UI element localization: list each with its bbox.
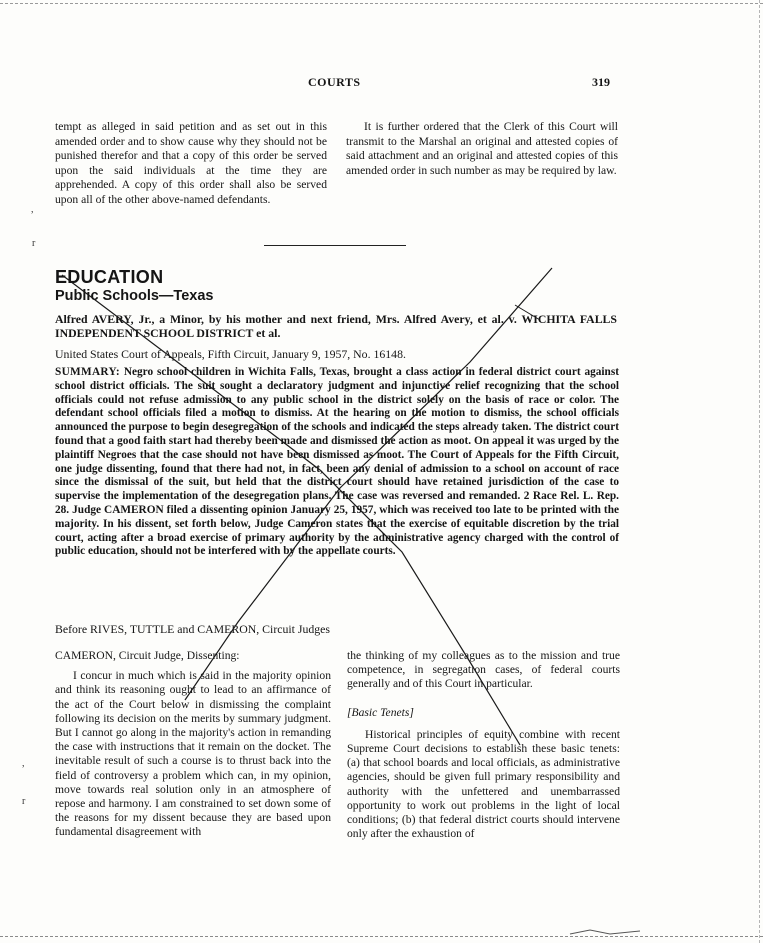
case-summary bbox=[55, 366, 619, 559]
dissent-lead: CAMERON, Circuit Judge, Dissenting: bbox=[55, 649, 240, 662]
basic-tenets-paragraph: Historical principles of equity combine with recent Supreme Court decisions to establish these basic tenets: (a) that school boards and local officials, as administrative agencies, should be given full primary responsibility and authority with the unfettered and unembarrassed opportunity to work out problems in the light of local conditions; (b) that federal district courts should intervene only after the exhaustion of bbox=[347, 727, 620, 841]
bench-line: Before RIVES, TUTTLE and CAMERON, Circuit Judges bbox=[55, 622, 331, 636]
smudge-mark bbox=[570, 930, 640, 934]
running-head-title: COURTS bbox=[308, 75, 361, 89]
sub-heading: Public Schools—Texas bbox=[55, 288, 214, 304]
section-heading: EDUCATION bbox=[55, 267, 164, 287]
top-left-paragraph: tempt as alleged in said petition and as set out in this amended order and to show cause why they should not be punished therefor and that a copy of this order be served upon the said individuals at the time they are apprehended. A copy of this order shall also be served upon all of the other above-named defendants. bbox=[55, 120, 327, 206]
court-citation: United States Court of Appeals, Fifth Circuit, January 9, 1957, No. 16148. bbox=[55, 347, 406, 361]
top-right-paragraph: It is further ordered that the Clerk of this Court will transmit to the Marshal an original and attested copies of said attachment and an original and attested copies of this amended order in such number as may be required by law. bbox=[346, 120, 618, 177]
margin-mark: , bbox=[22, 758, 25, 769]
dissent-continuation: the thinking of my colleagues as to the mission and true competence, in segregation cases, of federal courts generally and of this Court in particular. bbox=[347, 649, 620, 691]
margin-mark: r bbox=[32, 238, 36, 249]
basic-tenets-heading: [Basic Tenets] bbox=[347, 705, 414, 719]
margin-mark: , bbox=[31, 204, 34, 215]
dissent-left-column bbox=[55, 649, 331, 840]
section-divider bbox=[264, 245, 406, 246]
top-left-column bbox=[55, 120, 327, 208]
top-right-column bbox=[346, 120, 618, 178]
summary-label: SUMMARY: bbox=[55, 366, 120, 378]
summary-text: Negro school children in Wichita Falls, Texas, brought a class action in federal district court against school district officials. The suit sought a declaratory judgment and injunctive relief recognizing that the school officials could not refuse admission to any public school in the district solely on the basis of race or color. The defendant school officials filed a motion to dismiss. At the hearing on the motion to dismiss, the school officials announced the purpose to begin desegregation of the schools and indicated the steps already taken. The district court found that a good faith start had thereby been made and dismissed the action as moot. On appeal it was urged by the plaintiff Negroes that the case should not have been dismissed as moot. The Court of Appeals for the Fifth Circuit, one judge dissenting, found that there had not, in fact, been any denial of admission to a school on account of race since the dismissal of the suit, but held that the district court should have retained jurisdiction of the case to supervise the implementation of the desegregation plans. The case was reversed and remanded. 2 Race Rel. L. Rep. 28. Judge CAMERON filed a dissenting opinion January 25, 1957, which was received too late to be printed with the majority. In his dissent, set forth below, Judge Cameron states that the exercise of equitable discretion by the trial court, acting after a broad exercise of primary authority by the administrative agency charged with the control of public education, should not be interfered with by the appellate courts. bbox=[55, 366, 619, 558]
page-number: 319 bbox=[592, 75, 610, 89]
scan-border-top bbox=[0, 3, 763, 4]
dissent-paragraph: I concur in much which is said in the majority opinion and think its reasoning ought to lead to an affirmance of the act of the Court below in dismissing the complaint following its decision on the merits by summary judgment. But I cannot go along in the majority's action in remanding the case with instructions that it remain on the docket. The inevitable result of such a course is to thrust back into the field of controversy a problem which can, in my opinion, move towards real solution only in an atmosphere of repose and harmony. I am constrained to set down some of the reasons for my dissent because they are based upon fundamental disagreement with bbox=[55, 669, 331, 839]
scan-border-bottom bbox=[0, 936, 763, 937]
scan-border-right bbox=[759, 0, 760, 943]
case-caption: Alfred AVERY, Jr., a Minor, by his mother and next friend, Mrs. Alfred Avery, et al. v. WICHITA FALLS INDEPENDENT SCHOOL DISTRICT et al. bbox=[55, 312, 617, 340]
dissent-right-column bbox=[347, 649, 620, 841]
margin-mark: r bbox=[22, 796, 26, 807]
